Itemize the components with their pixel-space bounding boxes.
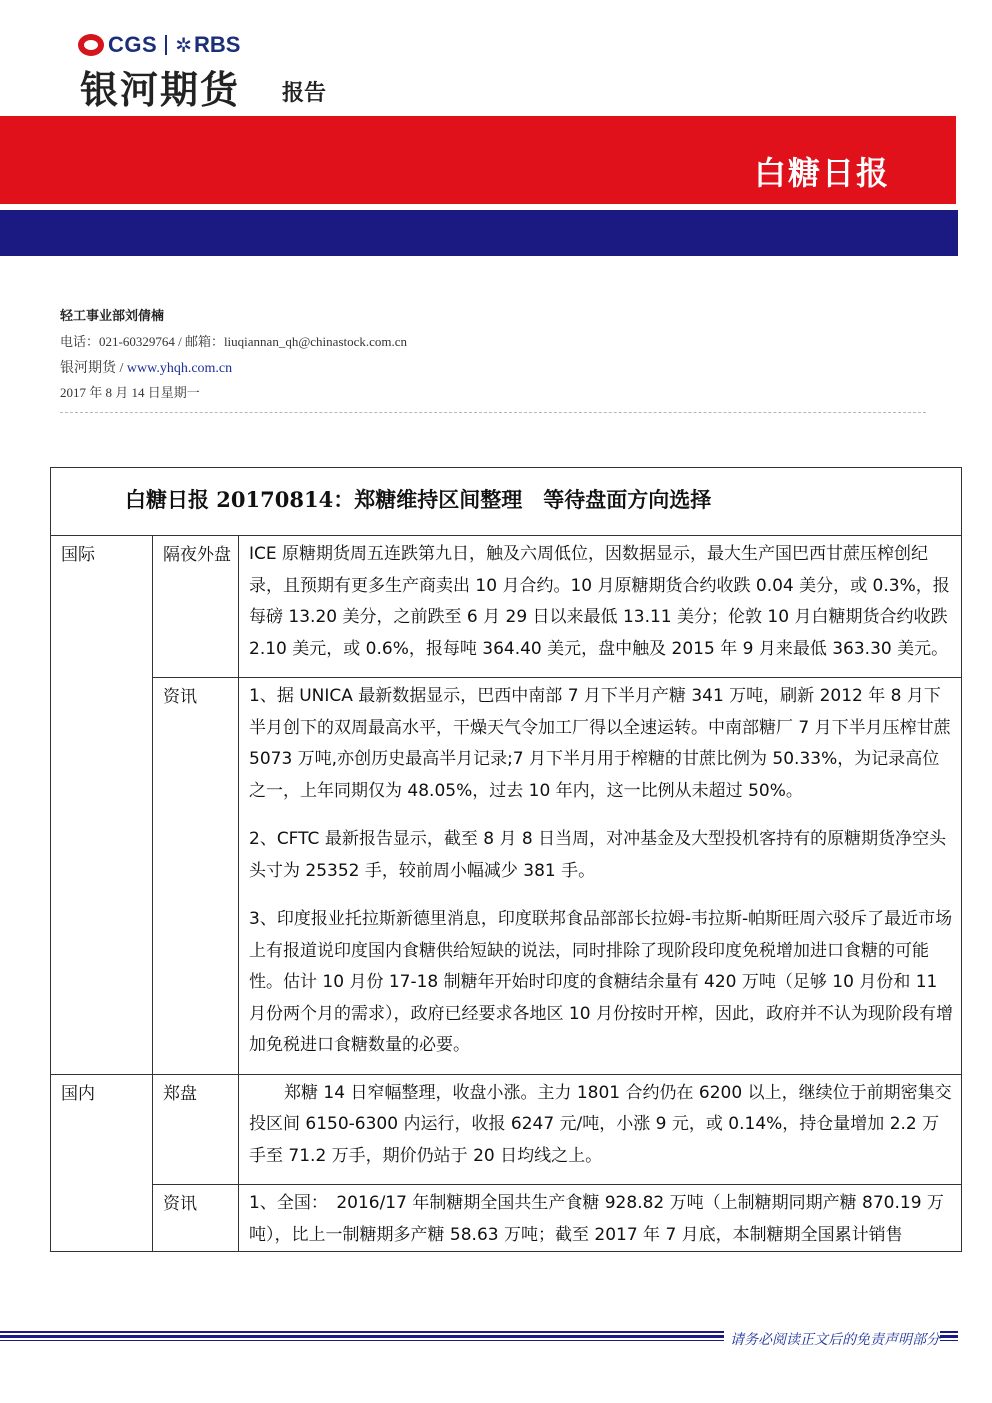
blue-banner [0, 210, 958, 256]
category-cell: 国际 [51, 536, 153, 1075]
contact-info: 电话：021-60329764 / 邮箱：liuqiannan_qh@chinastock.com.cn [60, 334, 408, 349]
subcategory-cell: 资讯 [153, 678, 239, 1075]
subcategory-cell: 隔夜外盘 [153, 536, 239, 678]
rbs-daisy-icon: ✲ [175, 33, 192, 57]
subcategory-cell: 资讯 [153, 1185, 239, 1252]
table-row [51, 678, 962, 1075]
logo-divider [165, 35, 167, 55]
website-prefix: 银河期货 / [60, 361, 127, 376]
category-cell: 国内 [51, 1074, 153, 1252]
report-table [50, 467, 962, 1252]
paragraph: 郑糖 14 日窄幅整理，收盘小涨。主力 1801 合约仍在 6200 以上，继续位于前期密集交投区间 6150-6300 内运行，收报 6247 元/吨，小涨 9 元，或 0.14%，持仓量增加 2.2 万手至 71.2 万手，期价仍站于 20 日均线之上。 [249, 1082, 952, 1166]
content-cell [239, 1074, 962, 1185]
dashed-divider [60, 412, 926, 413]
subcategory-cell: 郑盘 [153, 1074, 239, 1185]
table-row [51, 1074, 962, 1185]
table-row [51, 1185, 962, 1252]
logo-cgs-text: CGS [108, 32, 158, 57]
website-line [60, 357, 232, 377]
author: 轻工事业部刘倩楠 [60, 309, 165, 324]
paragraph: ICE 原糖期货周五连跌第九日，触及六周低位，因数据显示，最大生产国巴西甘蔗压榨创纪录，且预期有更多生产商卖出 10 月合约。10 月原糖期货合约收跌 0.04 美分，或 0.3%，报每磅 13.20 美分，之前跌至 6 月 29 日以来最低 13.11 美分；伦敦 10 月白糖期货合约收跌 2.10 美元，或 0.6%，报每吨 364.40 美元，盘中触及 2015 年 9 月来最低 363.30 美元。 [249, 544, 950, 659]
paragraph: 3、印度报业托拉斯新德里消息，印度联邦食品部部长拉姆-韦拉斯-帕斯旺周六驳斥了最近市场上有报道说印度国内食糖供给短缺的说法，同时排除了现阶段印度免税增加进口食糖的可能性。估计 10 月份 17-18 制糖年开始时印度的食糖结余量有 420 万吨（足够 10 月份和 11 月份两个月的需求），政府已经要求各地区 10 月份按时开榨，因此，政府并不认为现阶段有增加免税进口食糖数量的必要。 [249, 909, 953, 1055]
cgs-swirl-icon [78, 34, 104, 56]
table-title: 白糖日报 20170814：郑糖维持区间整理 等待盘面方向选择 [125, 487, 712, 513]
table-title-cell [51, 468, 962, 536]
logo-rbs-text: RBS [193, 32, 241, 57]
company-name: 银河期货 [80, 68, 241, 112]
content-cell [239, 1185, 962, 1252]
report-word: 报告 [282, 81, 327, 106]
report-title: 白糖日报 [753, 154, 890, 192]
footer-disclaimer: 请务必阅读正文后的免责声明部分 [724, 1331, 940, 1349]
paragraph: 1、全国： 2016/17 年制糖期全国共生产食糖 928.82 万吨（上制糖期同期产糖 870.19 万吨），比上一制糖期多产糖 58.63 万吨；截至 2017 年 7 月底，本制糖期全国累计销售 [249, 1193, 944, 1245]
website-link[interactable]: www.yhqh.com.cn [126, 361, 233, 376]
table-title-row [51, 468, 962, 536]
paragraph: 2、CFTC 最新报告显示，截至 8 月 8 日当周，对冲基金及大型投机客持有的原糖期货净空头头寸为 25352 手，较前周小幅减少 381 手。 [249, 829, 947, 881]
table-row [51, 536, 962, 678]
report-date: 2017 年 8 月 14 日星期一 [60, 385, 200, 400]
paragraph: 1、据 UNICA 最新数据显示，巴西中南部 7 月下半月产糖 341 万吨，刷新 2012 年 8 月下半月创下的双周最高水平，干燥天气令加工厂得以全速运转。中南部糖厂 7 月下半月压榨甘蔗 5073 万吨,亦创历史最高半月记录;7 月下半月用于榨糖的甘蔗比例为 50.33%，为记录高位之一，上年同期仅为 48.05%，过去 10 年内，这一比例从未超过 50%。 [249, 686, 951, 801]
title-banner [0, 116, 956, 204]
content-cell [239, 536, 962, 678]
content-cell [239, 678, 962, 1075]
cgs-rbs-logo [78, 30, 240, 60]
